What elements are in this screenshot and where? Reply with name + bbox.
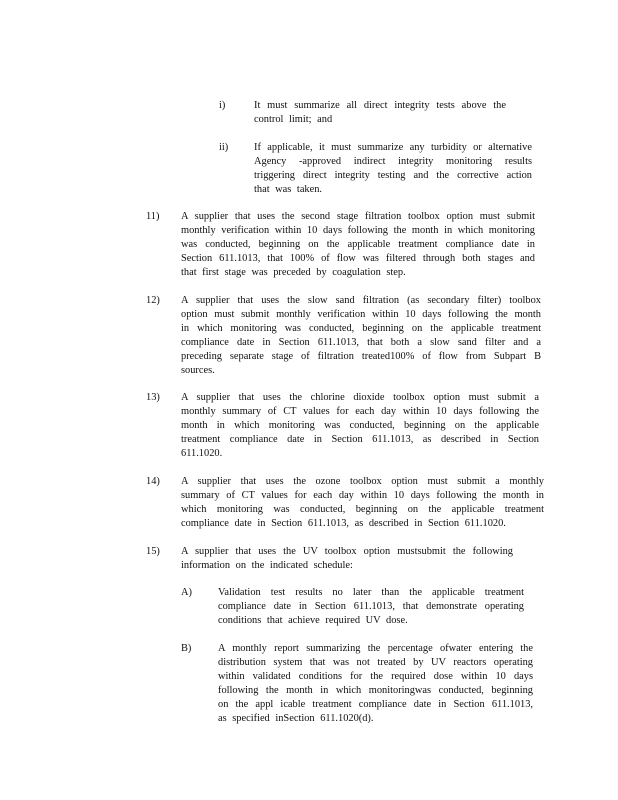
item-text: A supplier that uses the UV toolbox option mustsubmit the following information on the indicated schedule: <box>181 546 513 571</box>
item-text: A supplier that uses the chlorine dioxide toolbox option must submit a monthly summary of CT values for each day within 10 days following the month in which monitoring was conducted, beginning on the applicable treatment compliance date in Section 611.1013, as described in Section 611.1020. <box>181 392 539 459</box>
item-marker: 14) <box>146 476 160 487</box>
item-text: A monthly report summarizing the percentage ofwater entering the distribution system that was not treated by UV reactors operating within validated conditions for the required dose within 10 days following the month in which monitoringwas conducted, beginning on the appl icable treatment compliance date in Section 611.1013, as specified inSection 611.1020(d). <box>218 643 533 724</box>
item-text: It must summarize all direct integrity tests above the control limit; and <box>254 100 506 125</box>
item-marker: A) <box>181 587 192 598</box>
item-marker: 15) <box>146 546 160 557</box>
item-marker: 12) <box>146 295 160 306</box>
item-text: Validation test results no later than the applicable treatment compliance date in Section 611.1013, that demonstrate operating conditions that achieve required UV dose. <box>218 587 524 626</box>
item-text: A supplier that uses the ozone toolbox option must submit a monthly summary of CT values for each day within 10 days following the month in which monitoring was conducted, beginning on the applicable treatment compliance date in Section 611.1013, as described in Section 611.1020. <box>181 476 544 529</box>
item-marker: 13) <box>146 392 160 403</box>
item-marker: i) <box>219 100 226 111</box>
item-text: A supplier that uses the slow sand filtration (as secondary filter) toolbox option must submit monthly verification within 10 days following the month in which monitoring was conducted, beginning on the applicable treatment compliance date in Section 611.1013, that both a slow sand filter and a preceding separate stage of filtration treated100% of flow from Subpart B sources. <box>181 295 541 376</box>
item-text: A supplier that uses the second stage filtration toolbox option must submit monthly verification within 10 days following the month in which monitoring was conducted, beginning on the applicable treatment compliance date in Section 611.1013, that 100% of flow was filtered through both stages and that first stage was preceded by coagulation step. <box>181 211 535 278</box>
item-text: If applicable, it must summarize any turbidity or alternative Agency -approved indirect integrity monitoring results triggering direct integrity testing and the corrective action that was taken. <box>254 142 532 195</box>
item-marker: 11) <box>146 211 160 222</box>
item-marker: B) <box>181 643 192 654</box>
item-marker: ii) <box>219 142 229 153</box>
